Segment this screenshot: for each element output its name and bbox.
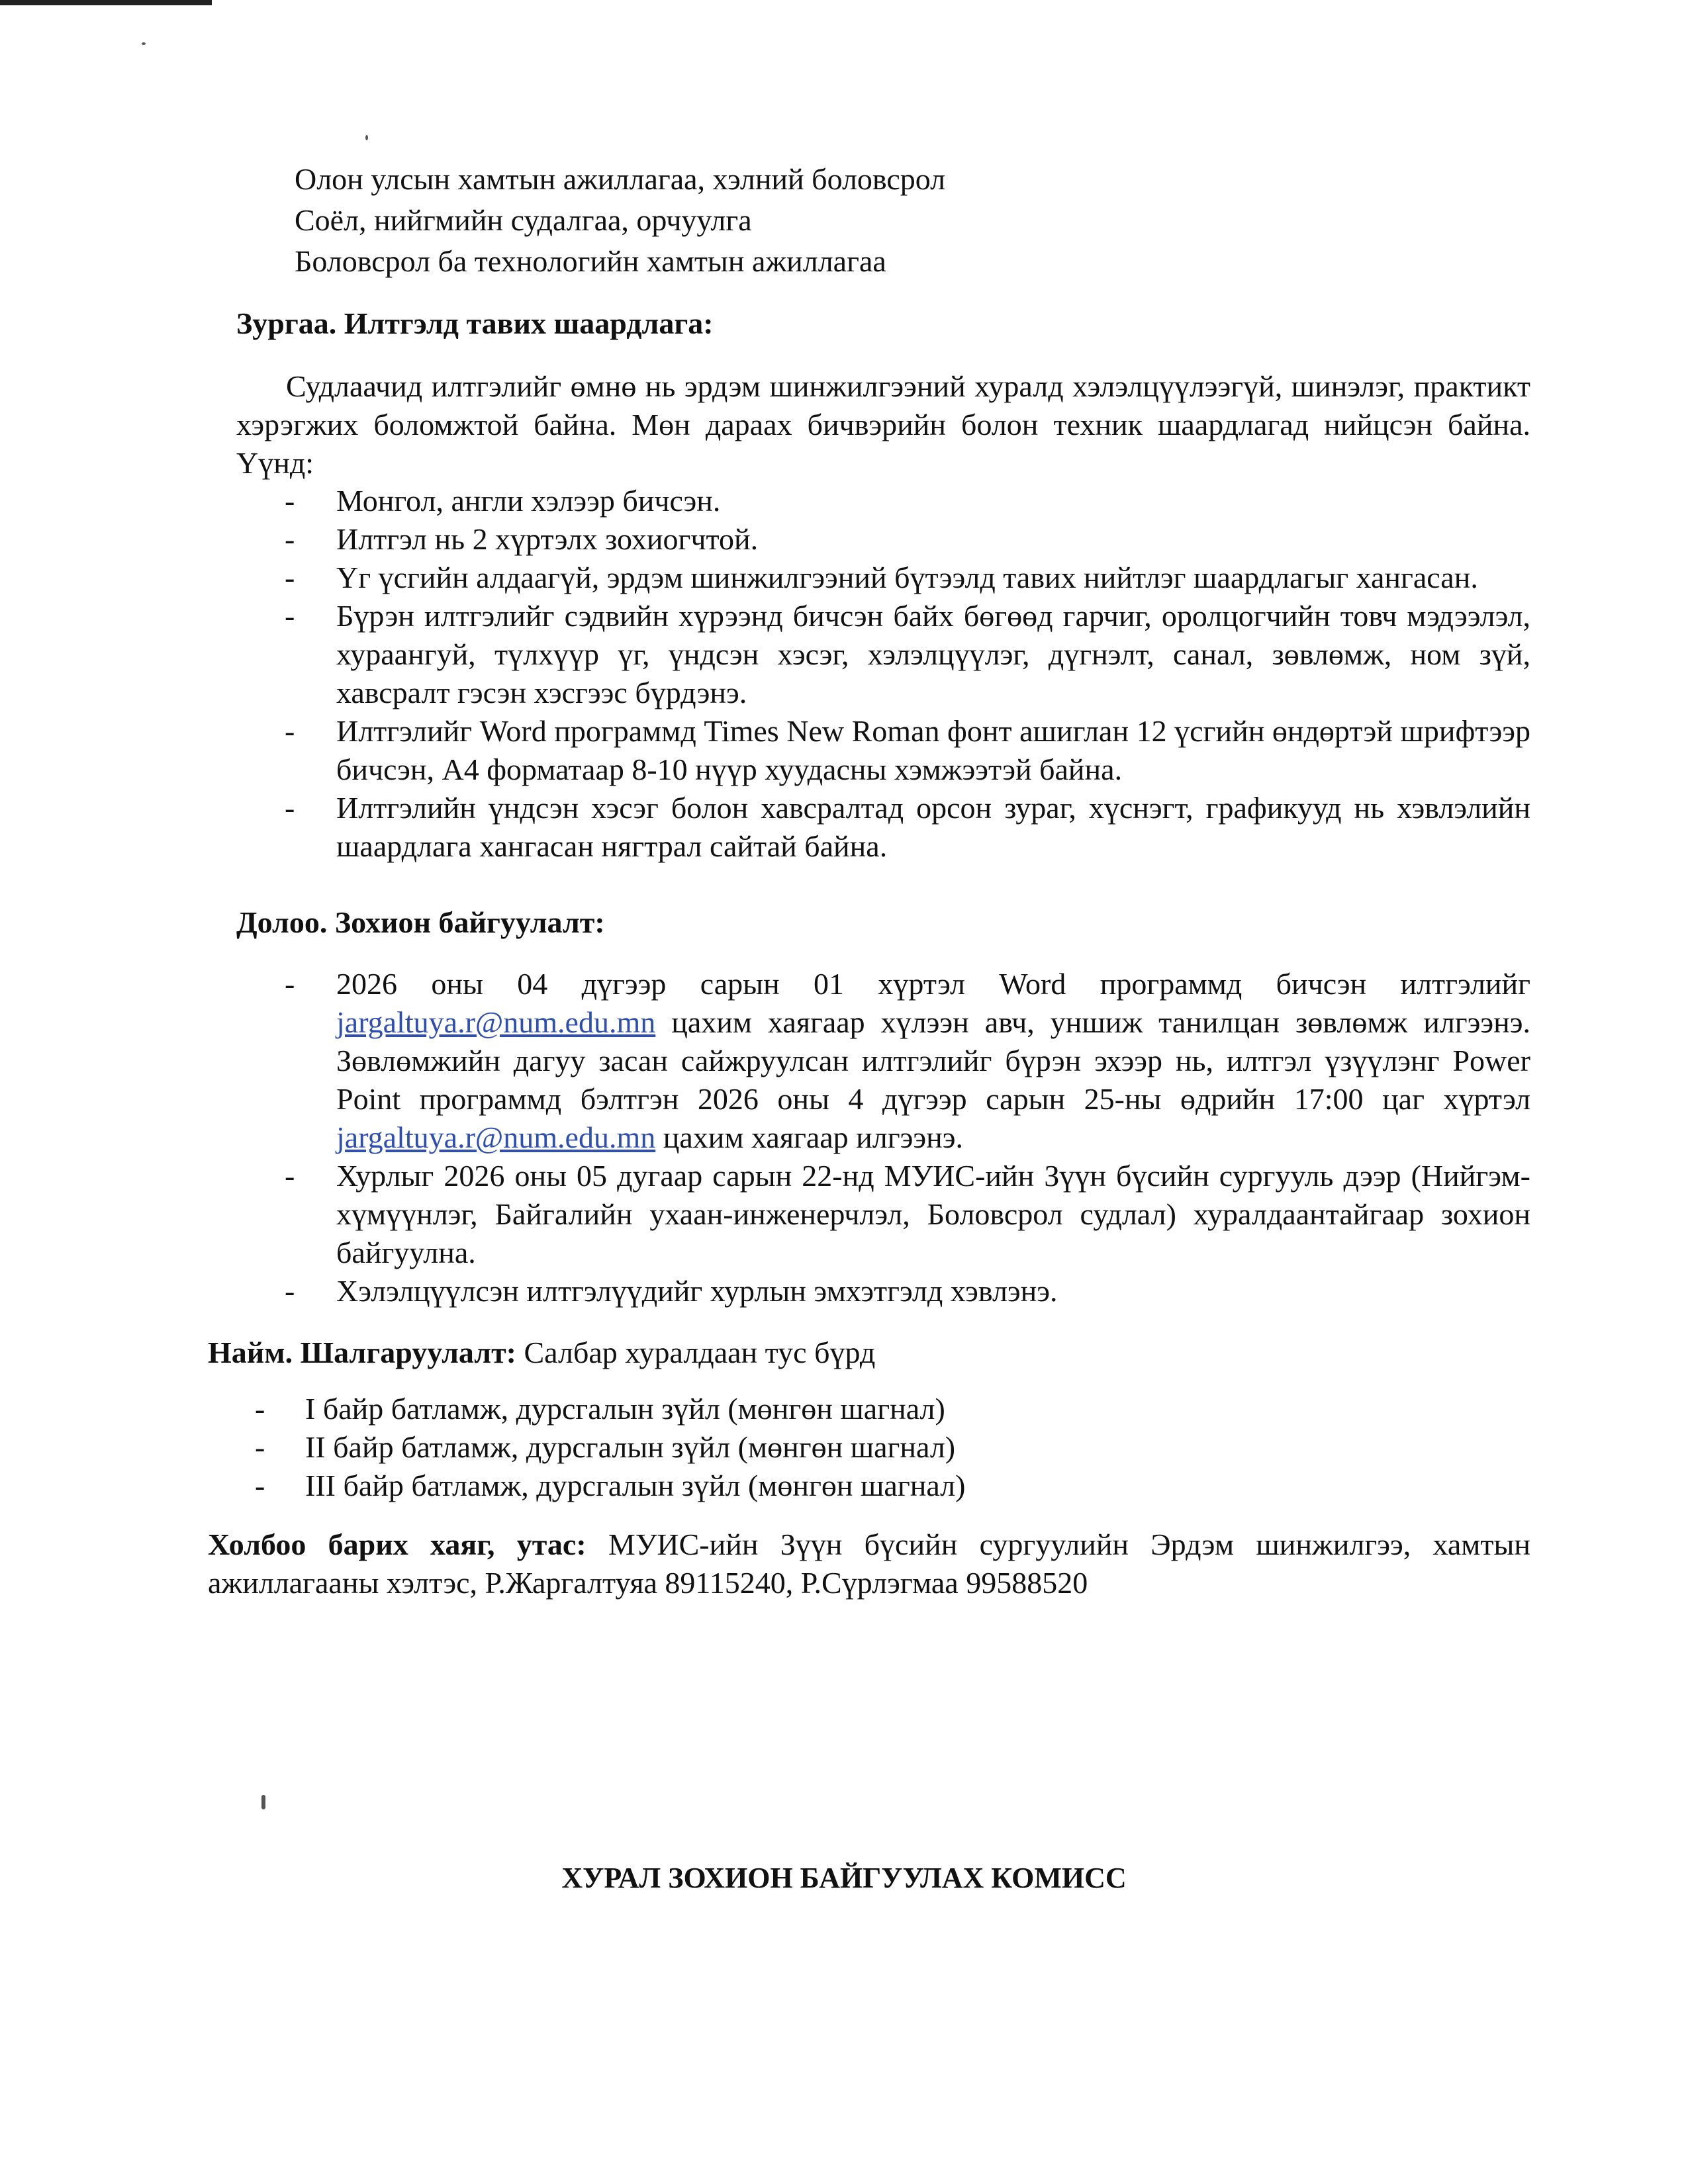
section-heading: Найм. Шалгаруулалт: Салбар хуралдаан тус бүрд <box>208 1336 876 1369</box>
scan-speck <box>365 135 368 140</box>
list-item: - II байр батламж, дурсгалын зүйл (мөнгөн шагнал) <box>255 1430 956 1464</box>
list-item: - Хурлыг 2026 оны 05 дугаар сарын 22-нд МУИС-ийн Зүүн бүсийн сургууль дээр (Нийгэм-хүмүүнлэг, Байгалийн ухаан-инженерчлэл, Боловсрол судлал) хуралдаантайгаар зохион байгуулна. <box>285 1159 1530 1269</box>
list-item: - Хэлэлцүүлсэн илтгэлүүдийг хурлын эмхэтгэлд хэвлэнэ. <box>285 1274 1058 1308</box>
requirements-list <box>285 482 1530 866</box>
signature-title: ХУРАЛ ЗОХИОН БАЙГУУЛАХ КОМИСС <box>561 1862 1127 1894</box>
section-heading: Зургаа. Илтгэлд тавих шаардлага: <box>236 306 714 340</box>
contact-text: МУИС-ийн Зүүн бүсийн сургуулийн Эрдэм шинжилгээ, хамтын ажиллагааны хэлтэс, Р.Жаргалтуяа 89115240, Р.Сүрлэгмаа 99588520 <box>208 1527 1531 1600</box>
contact-block <box>208 1525 1530 1602</box>
awards-list <box>255 1390 1248 1505</box>
list-item: - Бүрэн илтгэлийг сэдвийн хүрээнд бичсэн байх бөгөөд гарчиг, оролцогчийн товч мэдээлэл, хураангуй, түлхүүр үг, үндсэн хэсэг, хэлэлцүүлэг, дүгнэлт, санал, зөвлөмж, ном зүй, хавсралт гэсэн хэсгээс бүрдэнэ. <box>285 599 1530 709</box>
organization-list <box>285 965 1530 1310</box>
contact-label: Холбоо барих хаяг, утас: <box>208 1527 586 1561</box>
email-link[interactable]: jargaltuya.r@num.edu.mn <box>336 1120 656 1154</box>
intro-list <box>295 160 945 283</box>
intro-line: Боловсрол ба технологийн хамтын ажиллагаа <box>295 244 886 278</box>
list-item: - 2026 оны 04 дүгээр сарын 01 хүртэл Word программд бичсэн илтгэлийг jargaltuya.r@num.edu.mn цахим хаягаар хүлээн авч, уншиж танилцан зөвлөмж илгээнэ. Зөвлөмжийн дагуу засан сайжруулсан илтгэлийг бүрэн эхээр нь, илтгэл үзүүлэнг Power Point программд бэлтгэн 2026 оны 4 дүгээр сарын 25-ны өдрийн 17:00 цаг хүртэл jargaltuya.r@num.edu.mn цахим хаягаар илгээнэ. <box>285 967 1530 1154</box>
list-item: - Илтгэлийг Word программд Times New Roman фонт ашиглан 12 үсгийн өндөртэй шрифтээр бичсэн, А4 форматаар 8-10 нүүр хуудасны хэмжээтэй байна. <box>285 714 1530 786</box>
list-item: - Монгол, англи хэлээр бичсэн. <box>285 484 721 518</box>
scan-speck <box>261 1795 265 1809</box>
intro-line: Олон улсын хамтын ажиллагаа, хэлний боловсрол <box>295 162 946 196</box>
intro-line: Соёл, нийгмийн судалгаа, орчуулга <box>295 203 752 237</box>
scan-speck <box>142 42 146 45</box>
list-item: - Илтгэлийн үндсэн хэсэг болон хавсралтад орсон зураг, хүснэгт, графикууд нь хэвлэлийн шаардлага хангасан нягтрал сайтай байна. <box>285 791 1530 863</box>
list-item: - Үг үсгийн алдаагүй, эрдэм шинжилгээний бүтээлд тавих нийтлэг шаардлагыг хангасан. <box>285 561 1478 594</box>
list-item: - III байр батламж, дурсгалын зүйл (мөнгөн шагнал) <box>255 1469 966 1502</box>
scan-top-line <box>0 0 212 5</box>
list-item: - Илтгэл нь 2 хүртэлх зохиогчтой. <box>285 522 759 556</box>
section-paragraph: Судлаачид илтгэлийг өмнө нь эрдэм шинжилгээний хуралд хэлэлцүүлээгүй, шинэлэг, практикт хэрэгжих боломжтой байна. Мөн дараах бичвэрийн болон техник шаардлагад нийцсэн байна. Үүнд: <box>236 369 1530 480</box>
email-link[interactable]: jargaltuya.r@num.edu.mn <box>336 1005 656 1039</box>
section-heading: Долоо. Зохион байгуулалт: <box>236 905 605 939</box>
list-item: - I байр батламж, дурсгалын зүйл (мөнгөн шагнал) <box>255 1392 945 1426</box>
